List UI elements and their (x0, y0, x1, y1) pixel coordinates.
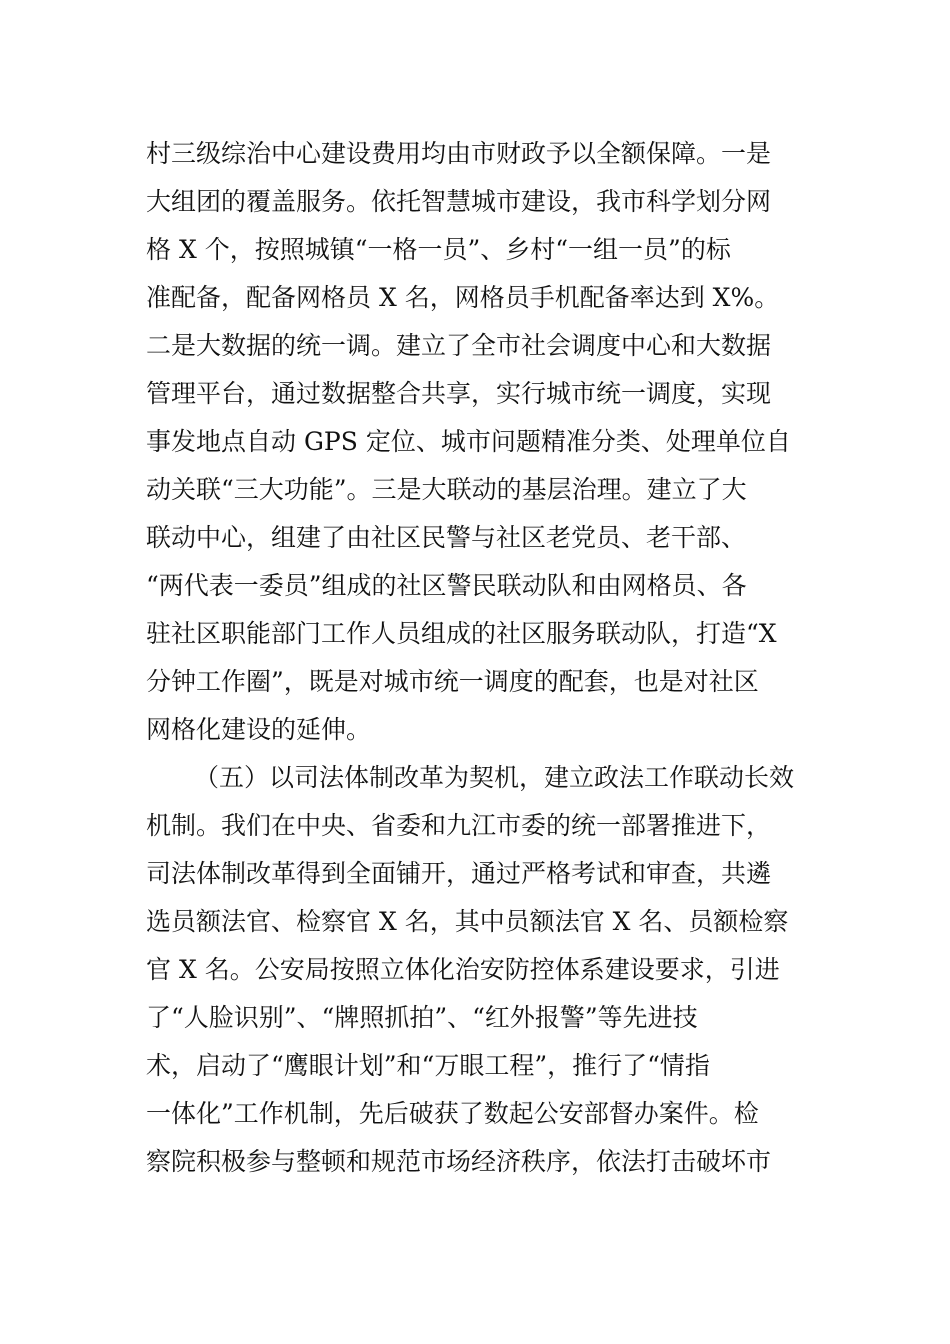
text-line: 管理平台，通过数据整合共享，实行城市统一调度，实现 (146, 379, 772, 408)
text-line: 村三级综治中心建设费用均由市财政予以全额保障。一是 (146, 139, 772, 168)
text-line: 分钟工作圈”，既是对城市统一调度的配套，也是对社区 (146, 667, 759, 696)
text-line: 察院积极参与整顿和规范市场经济秩序，依法打击破坏市 (146, 1147, 772, 1176)
text-line: “两代表一委员”组成的社区警民联动队和由网格员、各 (146, 571, 747, 600)
text-line: 机制。我们在中央、省委和九江市委的统一部署推进下， (146, 811, 772, 840)
text-line: 术，启动了“鹰眼计划”和“万眼工程”，推行了“情指 (146, 1051, 710, 1080)
text-line: 联动中心，组建了由社区民警与社区老党员、老干部、 (146, 523, 747, 552)
text-line: 驻社区职能部门工作人员组成的社区服务联动队，打造“X (146, 619, 777, 648)
text-line: 选员额法官、检察官 X 名，其中员额法官 X 名、员额检察 (146, 907, 789, 936)
text-line: 了“人脸识别”、“牌照抓拍”、“红外报警”等先进技 (146, 1003, 698, 1032)
text-line: 大组团的覆盖服务。依托智慧城市建设，我市科学划分网 (146, 187, 772, 216)
paragraph-heading-line: （五）以司法体制改革为契机，建立政法工作联动长效 (194, 763, 795, 792)
text-line: 动关联“三大功能”。三是大联动的基层治理。建立了大 (146, 475, 747, 504)
text-line: 官 X 名。公安局按照立体化治安防控体系建设要求，引进 (146, 955, 780, 984)
text-line: 司法体制改革得到全面铺开，通过严格考试和审查，共遴 (146, 859, 772, 888)
text-line: 事发地点自动 GPS 定位、城市问题精准分类、处理单位自 (146, 427, 791, 456)
text-line: 格 X 个，按照城镇“一格一员”、乡村“一组一员”的标 (146, 235, 731, 264)
text-line: 一体化”工作机制，先后破获了数起公安部督办案件。检 (146, 1099, 759, 1128)
text-line: 二是大数据的统一调。建立了全市社会调度中心和大数据 (146, 331, 772, 360)
text-line: 准配备，配备网格员 X 名，网格员手机配备率达到 X%。 (146, 283, 780, 312)
text-line: 网格化建设的延伸。 (146, 715, 372, 744)
